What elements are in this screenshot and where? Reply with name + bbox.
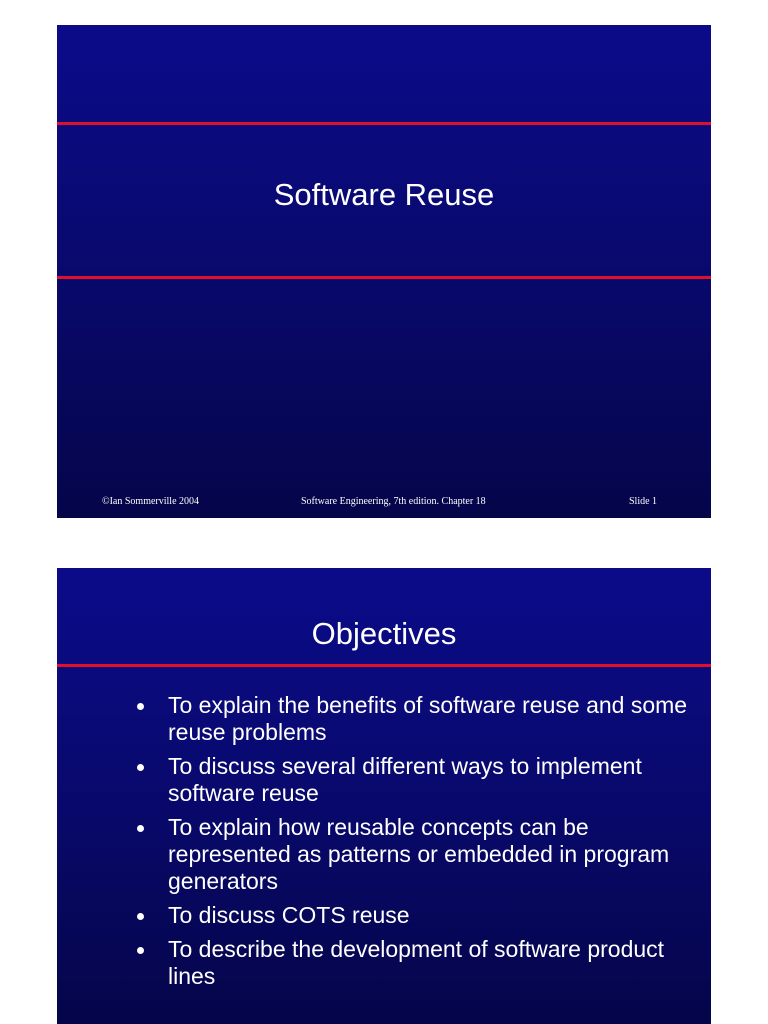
bullet-icon [137, 825, 144, 832]
bullet-icon [137, 947, 144, 954]
top-divider [57, 122, 711, 125]
bullet-icon [137, 764, 144, 771]
footer-copyright: ©Ian Sommerville 2004 [102, 496, 200, 507]
slide-software-reuse [57, 25, 711, 518]
list-item [135, 814, 695, 895]
footer-book-chapter: Software Engineering, 7th edition. Chapter 18 [301, 496, 486, 507]
bullet-text: To describe the development of software product lines [168, 936, 665, 989]
slide-title: Software Reuse [273, 177, 495, 212]
bullet-text: To discuss several different ways to implement software reuse [168, 753, 642, 806]
list-item [135, 902, 695, 929]
title-divider [57, 664, 711, 667]
bullet-icon [137, 913, 144, 920]
bullet-text: To explain how reusable concepts can be represented as patterns or embedded in program generators [168, 814, 670, 894]
bullet-text: To explain the benefits of software reuse and some reuse problems [168, 692, 688, 745]
bullet-text: To discuss COTS reuse [168, 902, 410, 928]
footer-slide-number: Slide 1 [629, 496, 658, 507]
list-item [135, 936, 695, 990]
bottom-divider [57, 276, 711, 279]
bullet-icon [137, 703, 144, 710]
slide-objectives [57, 568, 711, 1024]
objectives-list [135, 692, 695, 997]
list-item [135, 753, 695, 807]
list-item [135, 692, 695, 746]
slide-title: Objectives [311, 616, 457, 651]
